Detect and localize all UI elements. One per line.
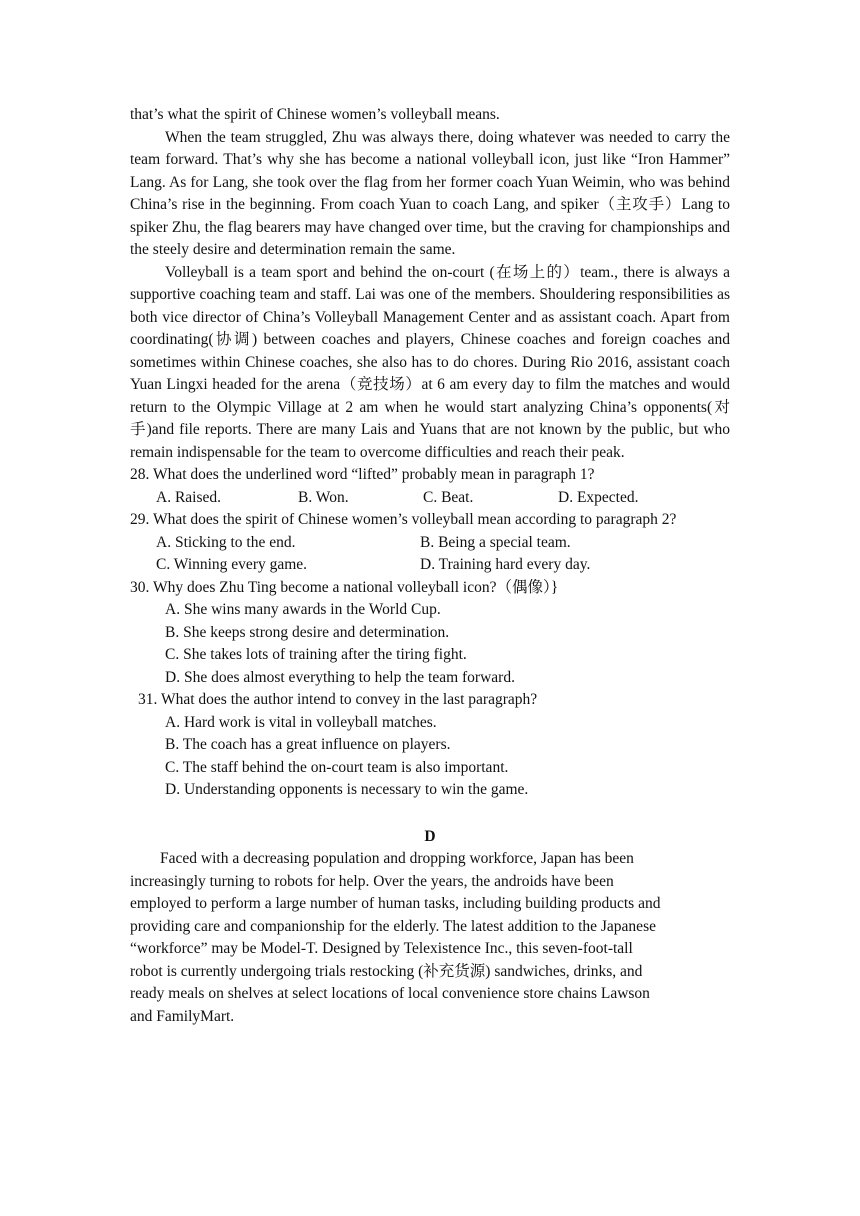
question-28-options: [130, 487, 730, 510]
option-b: B. She keeps strong desire and determination.: [165, 623, 450, 641]
question-29: [130, 509, 730, 577]
question-29-text: 29. What does the spirit of Chinese women’s volleyball mean according to paragraph 2?: [130, 511, 677, 528]
option-a: A. Raised.: [156, 488, 222, 506]
passage-line: “workforce” may be Model-T. Designed by Telexistence Inc., this seven-foot-tall: [130, 940, 633, 957]
option-c: C. The staff behind the on-court team is also important.: [165, 758, 509, 776]
question-28: [130, 464, 730, 509]
paragraph-c-end: that’s what the spirit of Chinese women’s volleyball means.: [130, 106, 500, 123]
question-29-options-row1: [130, 532, 730, 555]
passage-line: Faced with a decreasing population and dropping workforce, Japan has been: [160, 850, 634, 867]
passage-line: increasingly turning to robots for help. Over the years, the androids have been: [130, 872, 614, 890]
section-d-passage: [130, 848, 730, 1028]
option-d: D. Training hard every day.: [420, 556, 591, 573]
question-30-text: 30. Why does Zhu Ting become a national volleyball icon?（偶像）}: [130, 578, 559, 596]
passage-line: robot is currently undergoing trials restocking (补充货源) sandwiches, drinks, and: [130, 962, 643, 980]
passage-line: and FamilyMart.: [130, 1007, 235, 1025]
passage-line: employed to perform a large number of human tasks, including building products and: [130, 895, 661, 912]
passage-line: providing care and companionship for the elderly. The latest addition to the Japanese: [130, 917, 656, 935]
option-d: D. Expected.: [558, 488, 639, 506]
question-28-text: 28. What does the underlined word “lifted” probably mean in paragraph 1?: [130, 466, 595, 483]
option-c: C. Winning every game.: [156, 556, 308, 573]
option-a: A. She wins many awards in the World Cup.: [165, 601, 441, 618]
option-b: B. Being a special team.: [420, 533, 571, 551]
option-b: B. The coach has a great influence on players.: [165, 736, 451, 753]
exam-page: [130, 104, 730, 1028]
section-d-heading: D: [424, 827, 436, 845]
question-29-options-row2: [130, 554, 730, 577]
option-a: A. Hard work is vital in volleyball matches.: [165, 713, 437, 731]
option-a: A. Sticking to the end.: [156, 533, 296, 551]
question-31-text: 31. What does the author intend to convey in the last paragraph?: [138, 691, 538, 708]
question-30: [130, 577, 730, 690]
option-d: D. She does almost everything to help the team forward.: [165, 668, 515, 686]
passage-line: ready meals on shelves at select locations of local convenience store chains Lawson: [130, 985, 650, 1002]
paragraph-coaching-team: Volleyball is a team sport and behind the on-court (在场上的）team., there is always a supportive coaching team and staff. Lai was one of the members. Shouldering responsibilities as both vice director of China’s Volleyball Management Center and as assistant coach. Apart from coordinating(协调) between coaches and players, Chinese coaches and foreign coaches and sometimes within Chinese coaches, she also has to do chores. During Rio 2016, assistant coach Yuan Lingxi headed for the arena（竞技场）at 6 am every day to film the matches and would return to the Olympic Village at 2 am when he would start analyzing China’s opponents(对手)and file reports. There are many Lais and Yuans that are not known by the public, but who remain indispensable for the team to overcome difficulties and reach their peak.: [130, 263, 730, 461]
paragraph-zhu-icon: When the team struggled, Zhu was always there, doing whatever was needed to carry the team forward. That’s why she has become a national volleyball icon, just like “Iron Hammer” Lang. As for Lang, she took over the flag from her former coach Yuan Weimin, who was behind China’s rise in the beginning. From coach Yuan to coach Lang, and spiker（主攻手）Lang to spiker Zhu, the flag bearers may have changed over time, but the craving for championships and the steely desire and determination remain the same.: [130, 128, 730, 258]
question-31: [130, 689, 730, 802]
option-b: B. Won.: [298, 488, 349, 506]
option-c: C. She takes lots of training after the tiring fight.: [165, 646, 467, 663]
option-c: C. Beat.: [423, 488, 474, 506]
option-d: D. Understanding opponents is necessary to win the game.: [165, 781, 529, 798]
